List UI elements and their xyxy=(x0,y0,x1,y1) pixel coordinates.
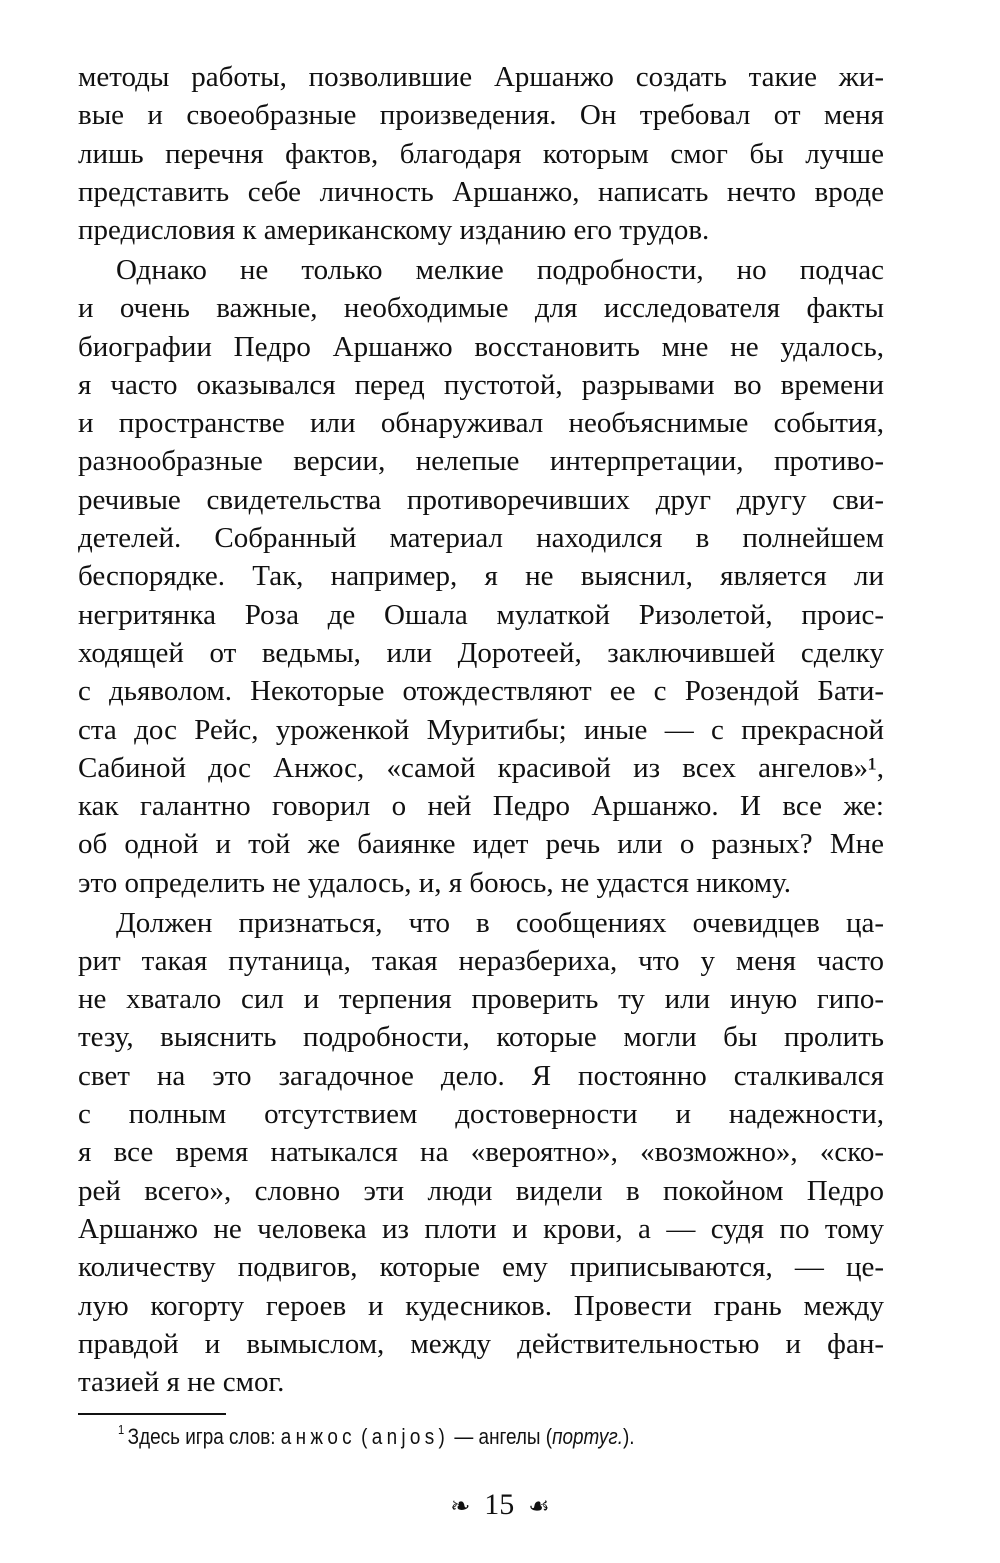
body-text xyxy=(78,58,884,1403)
footnote-suffix: ). xyxy=(622,1424,635,1449)
paragraph xyxy=(78,904,884,1402)
paragraph xyxy=(78,251,884,902)
page-number: 15 xyxy=(484,1488,515,1521)
text-line: количеству подвигов, которые ему приписываются, — це- xyxy=(78,1251,884,1284)
footnote-prefix: Здесь игра слов: xyxy=(127,1424,281,1449)
text-line: детелей. Собранный материал находился в полнейшем xyxy=(78,522,884,555)
text-line: рей всего», словно эти люди видели в покойном Педро xyxy=(78,1174,884,1207)
text-line: лую когорту героев и кудесников. Провести грань между xyxy=(78,1289,884,1322)
footnote-word-ru: анжос xyxy=(280,1424,356,1449)
paragraph xyxy=(78,58,884,249)
text-line: это определить не удалось, и, я боюсь, не удастся никому. xyxy=(78,866,791,899)
text-line: тазией я не смог. xyxy=(78,1366,285,1399)
text-line: с дьяволом. Некоторые отождествляют ее с Розендой Бати- xyxy=(78,675,884,708)
text-line: об одной и той же баиянке идет речь или о разных? Мне xyxy=(78,828,884,861)
text-line: не хватало сил и терпения проверить ту или иную гипо- xyxy=(78,983,884,1016)
footnote xyxy=(118,1424,635,1450)
text-line: Аршанжо не человека из плоти и крови, а — судя по тому xyxy=(78,1212,884,1245)
text-line: Должен признаться, что в сообщениях очевидцев ца- xyxy=(116,906,884,939)
footnote-separator xyxy=(78,1413,226,1415)
text-line: биографии Педро Аршанжо восстановить мне не удалось, xyxy=(78,330,884,363)
ornament-left-icon: ❧ xyxy=(450,1494,471,1520)
text-line: с полным отсутствием достоверности и надежности, xyxy=(78,1098,884,1131)
text-line: свет на это загадочное дело. Я постоянно сталкивался xyxy=(78,1059,884,1092)
text-line: и очень важные, необходимые для исследователя факты xyxy=(78,292,884,325)
text-line: и пространстве или обнаруживал необъяснимые события, xyxy=(78,407,884,440)
text-line: негритянка Роза де Ошала мулаткой Ризолетой, проис- xyxy=(78,598,884,631)
page-footer xyxy=(0,1488,1000,1522)
text-line: я все время натыкался на «вероятно», «возможно», «ско- xyxy=(78,1136,884,1169)
text-line: рит такая путаница, такая неразбериха, что у меня часто xyxy=(78,944,884,977)
text-line: тезу, выяснить подробности, которые могли бы пролить xyxy=(78,1021,884,1054)
text-line: представить себе личность Аршанжо, написать нечто вроде xyxy=(78,175,884,208)
text-line: как галантно говорил о ней Педро Аршанжо. И все же: xyxy=(78,790,884,823)
footnote-middle: — ангелы ( xyxy=(449,1424,553,1449)
text-line: я часто оказывался перед пустотой, разрывами во времени xyxy=(78,368,884,401)
footnote-lang: португ. xyxy=(552,1424,623,1449)
text-line: методы работы, позволившие Аршанжо создать такие жи- xyxy=(78,61,884,93)
text-line: речивые свидетельства противоречивших друг другу сви- xyxy=(78,483,884,516)
text-line: ста дос Рейс, уроженкой Муритибы; иные — с прекрасной xyxy=(78,713,884,746)
text-line: правдой и вымыслом, между действительностью и фан- xyxy=(78,1327,884,1360)
text-line: ходящей от ведьмы, или Доротеей, заключившей сделку xyxy=(78,636,884,669)
text-line: Однако не только мелкие подробности, но подчас xyxy=(116,253,884,286)
text-line: вые и своеобразные произведения. Он требовал от меня xyxy=(78,99,884,132)
text-line: предисловия к американскому изданию его трудов. xyxy=(78,214,710,247)
text-line: беспорядке. Так, например, я не выяснил, является ли xyxy=(78,560,884,593)
footnote-word-pt: (anjos) xyxy=(361,1424,450,1449)
footnote-mark: 1 xyxy=(118,1422,125,1437)
text-line: Сабиной дос Анжос, «самой красивой из всех ангелов»¹, xyxy=(78,751,884,784)
text-line: разнообразные версии, нелепые интерпретации, противо- xyxy=(78,445,884,478)
ornament-right-icon: ☙ xyxy=(528,1494,550,1520)
text-line: лишь перечня фактов, благодаря которым смог бы лучше xyxy=(78,137,884,170)
